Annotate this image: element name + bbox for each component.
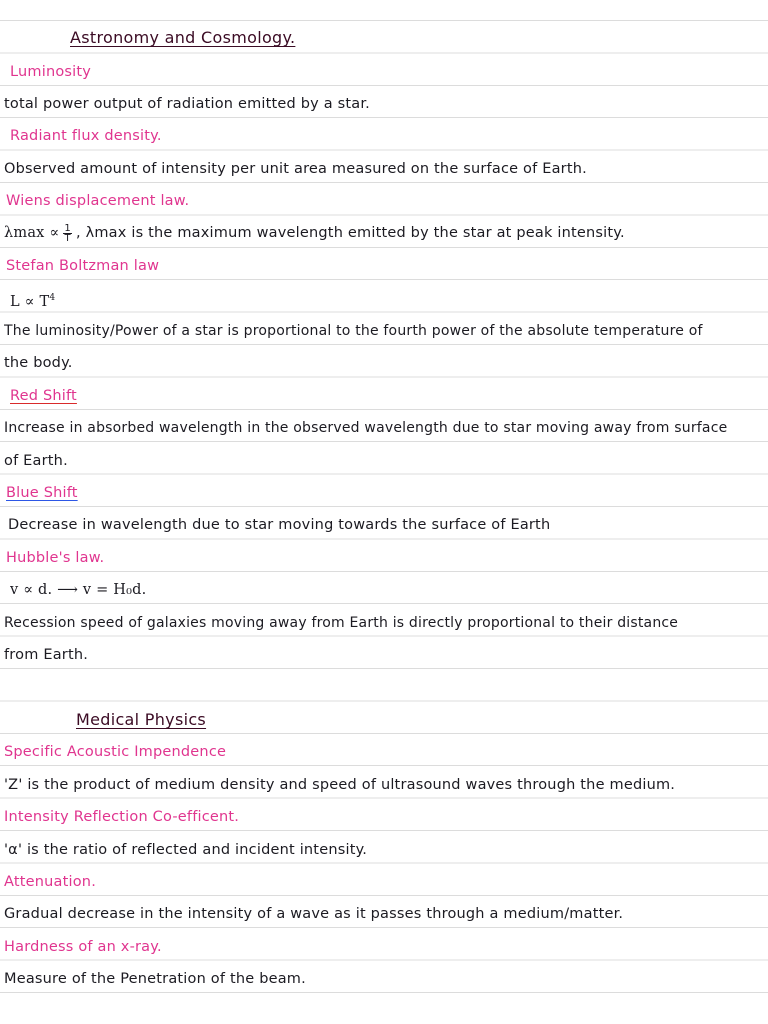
section-title-medical: Medical Physics [76,710,207,729]
hubble-line1: Recession speed of galaxies moving away from Earth is directly proportional to their distance [4,615,679,631]
red-shift-heading-row [10,386,760,406]
stefan-formula [10,288,760,312]
red-shift-line2: of Earth. [4,453,68,469]
heading-wiens-law: Wiens displacement law. [6,193,190,209]
wiens-fraction [63,224,72,243]
stefan-formula-base: L ∝ T [10,293,50,310]
definition-radiant-flux: Observed amount of intensity per unit area measured on the surface of Earth. [4,161,587,177]
section-title-astronomy: Astronomy and Cosmology. [70,28,296,47]
wiens-fraction-den: T [64,232,71,243]
heading-stefan-boltzman: Stefan Boltzman law [6,258,160,274]
heading-reflection-coefficient: Intensity Reflection Co-efficent. [4,809,240,825]
stefan-definition-line2: the body. [4,355,73,371]
heading-red-shift: Red Shift [10,388,77,404]
heading-radiant-flux: Radiant flux density. [10,128,162,144]
heading-blue-shift: Blue Shift [6,485,78,501]
heading-hardness-xray: Hardness of an x-ray. [4,939,162,955]
heading-luminosity: Luminosity [10,64,92,80]
blue-shift-definition: Decrease in wavelength due to star moving towards the surface of Earth [8,517,551,533]
stefan-formula-exp: 4 [49,293,56,303]
wiens-lhs: λmax ∝ [4,225,60,241]
attenuation-definition: Gradual decrease in the intensity of a wave as it passes through a medium/matter. [4,906,624,922]
wiens-law-formula [4,223,760,243]
hubble-line2: from Earth. [4,647,89,663]
reflection-coefficient-definition: 'α' is the ratio of reflected and incident intensity. [4,842,368,858]
red-shift-line1: Increase in absorbed wavelength in the observed wavelength due to star moving away from surface [4,420,728,436]
blue-shift-heading-row [6,483,760,503]
wiens-fraction-num: 1 [64,223,71,234]
hardness-xray-definition: Measure of the Penetration of the beam. [4,971,306,987]
acoustic-impedance-definition: 'Z' is the product of medium density and speed of ultrasound waves through the medium. [4,777,676,793]
hubble-formula: v ∝ d. ⟶ v = H₀d. [10,582,147,598]
heading-attenuation: Attenuation. [4,874,97,890]
heading-acoustic-impedance: Specific Acoustic Impendence [4,744,227,760]
heading-hubbles-law: Hubble's law. [6,550,105,566]
definition-luminosity: total power output of radiation emitted by a star. [4,96,370,112]
wiens-text: , λmax is the maximum wavelength emitted by the star at peak intensity. [75,225,625,241]
stefan-definition-line1: The luminosity/Power of a star is proportional to the fourth power of the absolute temperature of [4,323,703,339]
